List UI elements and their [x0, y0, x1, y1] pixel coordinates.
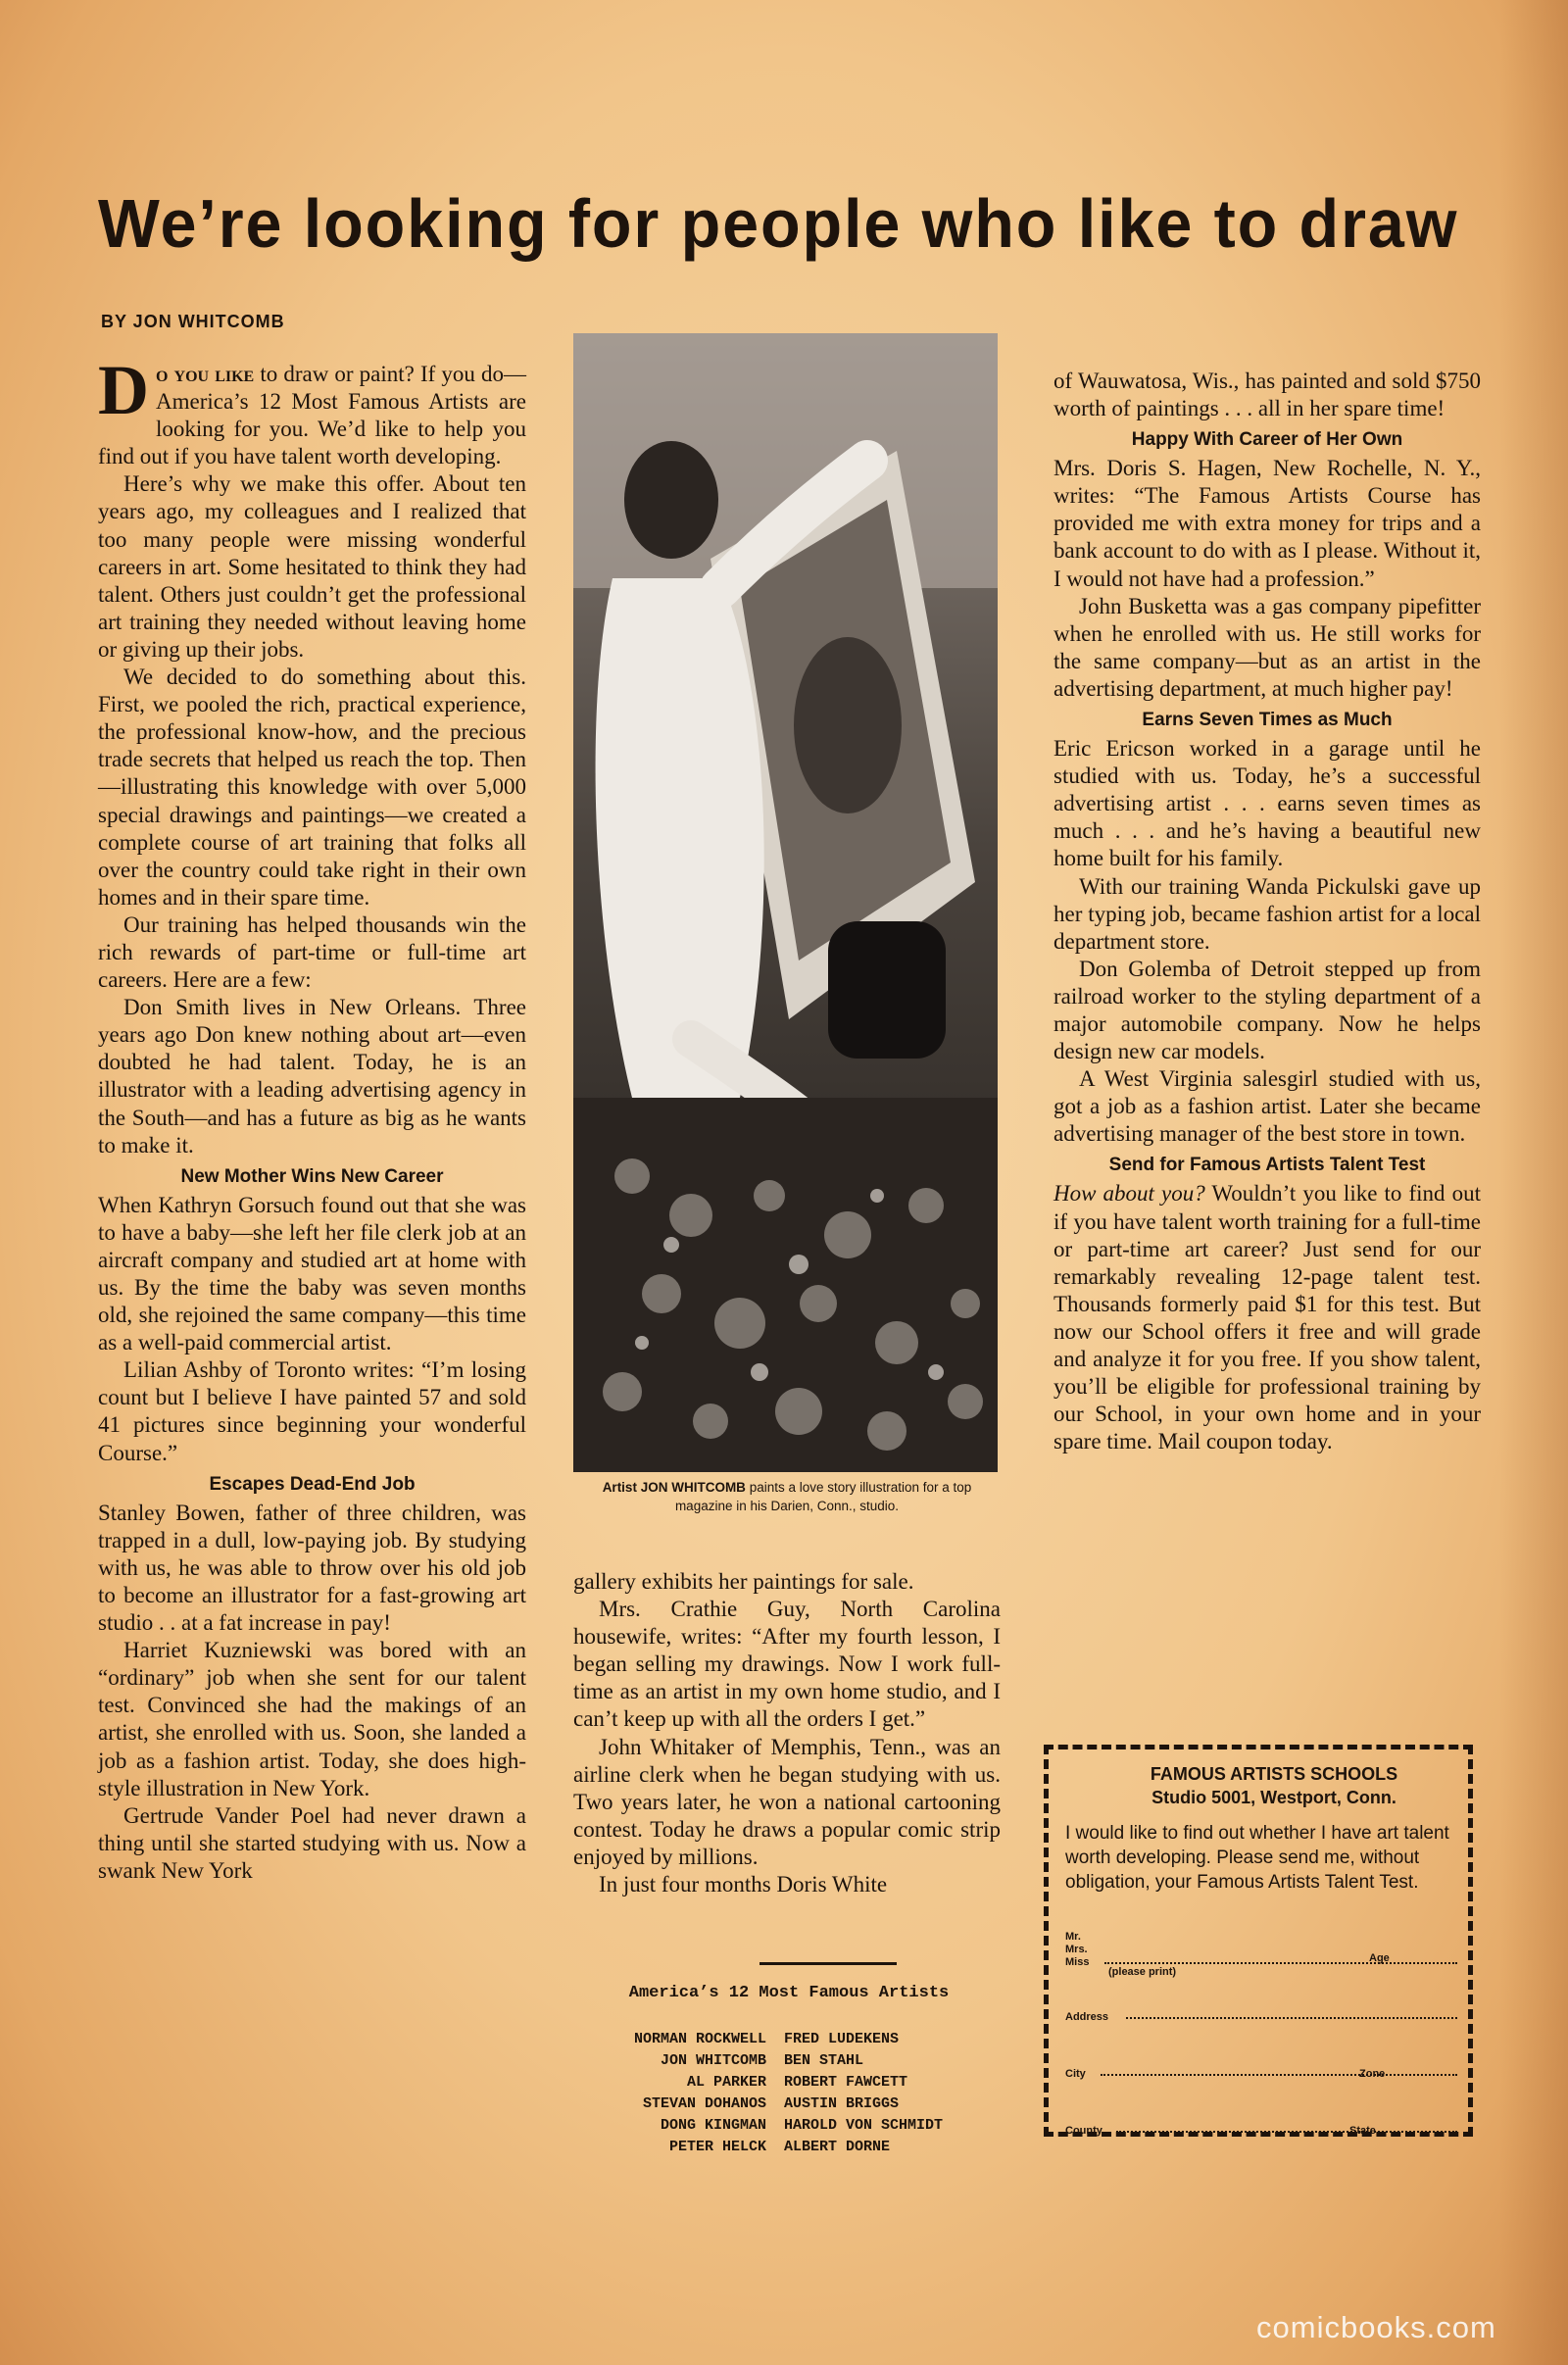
paragraph: Don Smith lives in New Orleans. Three years ago Don knew nothing about art—even doubted he had talent. Today, he is an illustrator with a leading advertising agency in the South—and has a future as big as he wants to make it.: [98, 995, 526, 1158]
paragraph: Mrs. Doris S. Hagen, New Rochelle, N. Y., writes: “The Famous Artists Course has provided me with extra money for trips and a bank account to do with as I please. Without it, I would not have had a profession.”: [1054, 456, 1481, 591]
label-state: State: [1349, 2125, 1376, 2137]
paragraph-text: Wouldn’t you like to find out if you have talent worth training for a full-time or part-time art career? Just send for our remarkably revealing 12-page talent test. Thousands formerly paid $1 for this test. But now our School offers it free and will grade and analyze it for you free. If you show talent, you’ll be eligible for professional training by our School, in your own home and in your spare time. Mail coupon today.: [1054, 1181, 1481, 1454]
paragraph: Harriet Kuzniewski was bored with an “ordinary” job when she sent for our talent test. Convinced she had the makings of an artist, she enrolled with us. Soon, she landed a job as a fashion artist. Today, she does high-style illustration in New York.: [98, 1638, 526, 1800]
italic-lead: How about you?: [1054, 1181, 1205, 1207]
label-please-print: (please print): [1108, 1966, 1177, 1978]
artist-name: BEN STAHL: [784, 2052, 864, 2069]
label-address: Address: [1065, 2011, 1109, 2023]
label-zone: Zone: [1359, 2068, 1386, 2080]
watermark: comicbooks.com: [1256, 2310, 1496, 2344]
intro-paragraph: [98, 351, 527, 470]
artist-photo-illustration: [573, 333, 998, 1472]
paragraph: Stanley Bowen, father of three children, was trapped in a dull, low-paying job. By studying with us, he was able to throw over his old job to become an illustrator for a fast-growing art studio . . at a fat increase in pay!: [98, 1500, 526, 1636]
paragraph: Don Golemba of Detroit stepped up from railroad worker to the styling department of a major automobile company. Now he helps design new car models.: [1054, 956, 1481, 1064]
divider-rule: [760, 1962, 897, 1965]
column-1: [98, 351, 527, 1885]
subheading: Send for Famous Artists Talent Test: [1108, 1155, 1426, 1176]
paragraph: Mrs. Crathie Guy, North Carolina housewife, writes: “After my fourth lesson, I began selling my drawings. Now I work full-time as an artist in my own home studio, and I can’t keep up with all the orders I get.”: [573, 1597, 1001, 1732]
headline: We’re looking for people who like to draw: [98, 185, 1459, 262]
artist-name: AL PARKER: [686, 2074, 766, 2091]
byline: BY JON WHITCOMB: [101, 312, 285, 331]
subheading: New Mother Wins New Career: [180, 1165, 444, 1187]
paragraph: Gertrude Vander Poel had never drawn a thing until she started studying with us. Now a swank New York: [98, 1802, 526, 1883]
artist-name: HAROLD VON SCHMIDT: [784, 2117, 944, 2134]
column-2: [573, 1568, 1001, 1898]
coupon-text: I would like to find out whether I have art talent worth developing. Please send me, without obligation, your Famous Artists Talent Test.: [1065, 1823, 1449, 1893]
intro-small-caps: o you like: [156, 362, 255, 386]
column-3: [1054, 368, 1481, 1455]
address-field[interactable]: [1065, 2011, 1457, 2031]
artists-list-title: America’s 12 Most Famous Artists: [628, 1984, 950, 2002]
artists-list-left: [549, 2029, 766, 2158]
label-mrs: Mrs.: [1065, 1944, 1088, 1955]
name-line[interactable]: [1104, 1962, 1457, 1964]
paragraph: We decided to do something about this. First, we pooled the rich, practical experience, the professional know-how, and the precious trade secrets that helped us reach the top. Then—illustrating this knowledge with over 5,000 special drawings and paintings—we created a complete course of art training that folks all over the country could take right in their own homes and in their spare time.: [98, 665, 526, 910]
page-edge-shadow: [1499, 0, 1568, 2365]
address-line[interactable]: [1126, 2017, 1457, 2019]
artist-name: ALBERT DORNE: [784, 2139, 891, 2155]
paragraph: With our training Wanda Pickulski gave up her typing job, became fashion artist for a local department store.: [1054, 873, 1481, 954]
coupon-heading: [1093, 1762, 1455, 1809]
paragraph: John Busketta was a gas company pipefitter when he enrolled with us. He still works for the same company—but as an artist in the advertising department, at much higher pay!: [1054, 593, 1481, 701]
artists-list-right: [784, 2029, 1019, 2158]
paragraph: When Kathryn Gorsuch found out that she was to have a baby—she left her file clerk job at an aircraft company and studied art at home with us. By the time the baby was seven months old, she rejoined the same company—this time as a well-paid commercial artist.: [98, 1192, 526, 1355]
artist-photo: [573, 333, 998, 1472]
school-name: FAMOUS ARTISTS SCHOOLS: [1150, 1764, 1398, 1784]
paragraph: A West Virginia salesgirl studied with us, got a job as a fashion artist. Later she became advertising manager of the best store in town.: [1054, 1066, 1481, 1147]
intro-text: to draw or paint? If you do—America’s 12 Most Famous Artists are looking for you. We’d like to help you find out if you have talent worth developing.: [98, 362, 527, 469]
studio-address: Studio 5001, Westport, Conn.: [1152, 1788, 1396, 1807]
label-city: City: [1065, 2068, 1086, 2080]
label-miss: Miss: [1065, 1956, 1090, 1968]
label-age: Age: [1369, 1952, 1390, 1964]
photo-caption: [573, 1478, 1001, 1515]
subheading: Happy With Career of Her Own: [1131, 429, 1403, 451]
subheading: Earns Seven Times as Much: [1142, 710, 1393, 731]
name-field[interactable]: [1065, 1931, 1457, 1976]
caption-text: paints a love story illustration for a top magazine in his Darien, Conn., studio.: [674, 1480, 972, 1513]
artist-name: DONG KINGMAN: [660, 2117, 766, 2134]
artist-name: ROBERT FAWCETT: [784, 2074, 908, 2091]
paragraph: Eric Ericson worked in a garage until he studied with us. Today, he’s a successful advertising artist . . . earns seven times as much . . . and he’s having a beautiful new home built for his family.: [1054, 736, 1481, 871]
label-mr: Mr.: [1065, 1931, 1081, 1943]
artist-name: STEVAN DOHANOS: [642, 2095, 766, 2112]
artist-name: AUSTIN BRIGGS: [784, 2095, 900, 2112]
paragraph: In just four months Doris White: [599, 1872, 888, 1897]
artist-name: PETER HELCK: [668, 2139, 766, 2155]
paragraph: [1054, 1180, 1481, 1455]
city-line[interactable]: [1101, 2074, 1457, 2076]
label-county: County: [1065, 2125, 1102, 2137]
artist-name: FRED LUDEKENS: [784, 2031, 900, 2047]
city-field[interactable]: [1065, 2068, 1457, 2088]
paragraph: Lilian Ashby of Toronto writes: “I’m losing count but I believe I have painted 57 and sold 41 pictures since beginning your wonderful Course.”: [98, 1357, 526, 1465]
drop-cap: D: [98, 351, 149, 429]
caption-bold: Artist JON WHITCOMB: [602, 1480, 746, 1495]
paragraph: John Whitaker of Memphis, Tenn., was an airline clerk when he began studying with us. Two years later, he won a national cartooning contest. Today he draws a popular comic strip enjoyed by millions.: [573, 1734, 1001, 1869]
artist-name: NORMAN ROCKWELL: [633, 2031, 766, 2047]
artist-name: JON WHITCOMB: [660, 2052, 766, 2069]
paragraph: Our training has helped thousands win the rich rewards of part-time or full-time art careers. Here are a few:: [98, 912, 526, 993]
paragraph: Here’s why we make this offer. About ten years ago, my colleagues and I realized that too many people were missing wonderful careers in art. Some hesitated to think they had talent. Others just couldn’t get the professional art training they needed without leaving home or giving up their jobs.: [98, 471, 526, 662]
paragraph: gallery exhibits her paintings for sale.: [573, 1569, 914, 1594]
paragraph: of Wauwatosa, Wis., has painted and sold $750 worth of paintings . . . all in her spare time!: [1054, 369, 1481, 421]
county-line[interactable]: [1116, 2131, 1457, 2133]
subheading: Escapes Dead-End Job: [209, 1473, 416, 1495]
county-field[interactable]: [1065, 2125, 1457, 2144]
